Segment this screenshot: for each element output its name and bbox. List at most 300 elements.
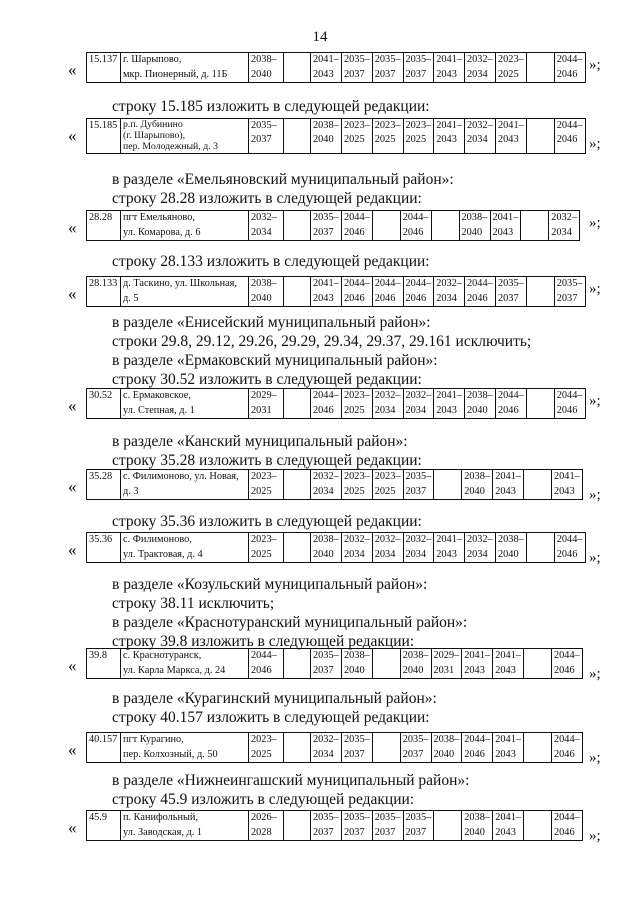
address-cell — [121, 119, 249, 154]
year-value: 2032– — [344, 534, 370, 545]
quote-open: « — [68, 477, 77, 496]
year-value: 2025 — [374, 485, 396, 497]
year-range-cell — [372, 649, 400, 679]
year-range-cell — [403, 119, 434, 154]
year-value: 2046 — [374, 292, 396, 304]
address-cell — [121, 53, 249, 83]
year-value: 2035– — [344, 54, 370, 65]
table-row — [86, 52, 586, 83]
year-value: 2041– — [436, 534, 462, 545]
year-value: 2046 — [498, 404, 519, 416]
year-value: 2025 — [251, 548, 272, 560]
year-range-cell — [372, 211, 400, 241]
year-range-cell — [249, 119, 284, 154]
year-value: 2037 — [251, 134, 272, 145]
year-value: 2040 — [433, 748, 455, 760]
year-value: 2023– — [344, 390, 370, 401]
row-number-cell: 28.28 — [87, 211, 121, 241]
year-range-cell — [496, 389, 527, 419]
year-range-cell — [496, 533, 527, 563]
year-value: 2038– — [313, 534, 339, 545]
year-value: 2025 — [405, 134, 427, 145]
year-range-cell — [342, 389, 373, 419]
quote-close: »; — [589, 57, 601, 73]
year-value: 2034 — [344, 548, 365, 560]
table-row — [86, 532, 586, 563]
address-line: р.п. Дубинино — [123, 119, 183, 130]
year-value: 2035– — [313, 212, 339, 223]
year-value: 2035– — [251, 120, 277, 131]
year-range-cell — [403, 533, 434, 563]
instruction-line: строки 29.8, 29.12, 29.26, 29.29, 29.34, 29.37, 29.161 исключить; — [112, 333, 532, 350]
table-row — [86, 388, 586, 419]
year-value: 2043 — [313, 68, 334, 80]
year-value: 2044– — [344, 278, 370, 289]
quote-open: « — [68, 284, 77, 303]
year-value: 2040 — [344, 664, 365, 676]
address-line: мкр. Пионерный, д. 11Б — [123, 68, 228, 80]
quote-close: »; — [589, 828, 601, 844]
table-row — [86, 118, 586, 154]
table-row-block — [0, 469, 640, 501]
year-range-cell — [372, 277, 403, 307]
address-cell — [121, 533, 249, 563]
year-range-cell — [526, 389, 554, 419]
year-value: 2034 — [467, 134, 488, 145]
instruction-line: строку 30.52 изложить в следующей редакции: — [112, 371, 422, 388]
quote-open: « — [68, 126, 77, 145]
year-value: 2037 — [405, 68, 427, 80]
year-value: 2038– — [461, 212, 488, 223]
year-range-cell — [342, 811, 373, 841]
year-range-cell — [493, 811, 524, 841]
year-value: 2035– — [498, 278, 524, 289]
year-range-cell — [490, 211, 521, 241]
year-range-cell — [526, 533, 554, 563]
year-range-cell — [249, 811, 284, 841]
year-value: 2034 — [436, 292, 457, 304]
year-range-cell — [400, 649, 431, 679]
year-range-cell — [434, 277, 465, 307]
year-range-cell — [372, 53, 403, 83]
year-value: 2034 — [313, 485, 334, 497]
year-range-cell — [403, 277, 434, 307]
year-range-cell — [434, 533, 465, 563]
instruction-line: строку 28.28 изложить в следующей редакции: — [112, 190, 422, 207]
year-value: 2034 — [467, 68, 488, 80]
year-value: 2031 — [433, 664, 455, 676]
year-range-cell — [493, 733, 524, 763]
row-number-cell: 28.133 — [87, 277, 121, 307]
quote-close: »; — [589, 215, 601, 231]
year-range-cell — [526, 277, 554, 307]
year-range-cell — [552, 649, 583, 679]
year-value: 2041– — [495, 812, 521, 823]
year-range-cell — [284, 470, 311, 500]
year-value: 2025 — [498, 68, 519, 80]
year-value: 2040 — [402, 664, 424, 676]
year-value: 2038– — [344, 650, 370, 661]
year-value: 2035– — [313, 812, 339, 823]
year-range-cell — [462, 470, 493, 500]
year-range-cell — [311, 533, 342, 563]
year-value: 2040 — [467, 404, 488, 416]
year-range-cell — [431, 211, 459, 241]
year-value: 2023– — [251, 534, 277, 545]
row-number-cell: 15.185 — [87, 119, 121, 154]
instruction-line: в разделе «Краснотуранский муниципальный район»: — [112, 614, 468, 631]
year-value: 2041– — [492, 212, 519, 223]
year-range-cell — [493, 649, 524, 679]
year-range-cell — [311, 470, 342, 500]
year-value: 2043 — [495, 664, 516, 676]
year-value: 2035– — [405, 471, 432, 482]
table-row-block — [0, 648, 640, 680]
page-number: 14 — [312, 29, 328, 45]
year-value: 2037 — [344, 748, 365, 760]
year-value: 2029– — [433, 650, 460, 661]
year-value: 2046 — [405, 292, 427, 304]
year-range-cell — [434, 389, 465, 419]
year-range-cell — [249, 533, 284, 563]
year-value: 2034 — [405, 548, 427, 560]
year-value: 2035– — [374, 812, 401, 823]
year-value: 2044– — [554, 650, 580, 661]
year-value: 2040 — [313, 548, 334, 560]
year-range-cell — [549, 211, 580, 241]
year-value: 2023– — [251, 471, 277, 482]
address-line: пер. Колхозный, д. 50 — [123, 748, 218, 760]
table-row-block — [0, 532, 640, 564]
year-range-cell — [552, 733, 583, 763]
row-number-cell: 35.28 — [87, 470, 121, 500]
year-range-cell — [524, 649, 552, 679]
year-range-cell — [554, 53, 585, 83]
year-range-cell — [552, 811, 583, 841]
year-range-cell — [342, 119, 373, 154]
address-line: д. 3 — [123, 485, 139, 497]
year-range-cell — [372, 119, 403, 154]
year-range-cell — [431, 649, 462, 679]
instruction-line: строку 39.8 изложить в следующей редакции: — [112, 633, 415, 650]
year-range-cell — [496, 53, 527, 83]
year-value: 2032– — [374, 390, 401, 401]
year-range-cell — [400, 211, 431, 241]
instruction-line: в разделе «Енисейский муниципальный район»: — [112, 314, 431, 331]
year-range-cell — [284, 811, 311, 841]
year-value: 2023– — [344, 471, 370, 482]
year-range-cell — [372, 811, 403, 841]
year-range-cell — [249, 733, 284, 763]
year-value: 2035– — [313, 650, 339, 661]
instruction-line: в разделе «Козульский муниципальный район»: — [112, 576, 428, 593]
year-range-cell — [311, 389, 342, 419]
year-value: 2043 — [495, 826, 516, 838]
year-value: 2040 — [464, 485, 485, 497]
address-line: с. Ермаковское, — [123, 390, 191, 401]
year-value: 2041– — [313, 278, 339, 289]
row-number-cell: 40.157 — [87, 733, 121, 763]
year-value: 2041– — [436, 54, 462, 65]
year-value: 2043 — [492, 226, 514, 238]
year-value: 2040 — [498, 548, 519, 560]
address-line: пер. Молодежный, д. 3 — [123, 141, 218, 152]
instruction-line: в разделе «Нижнеингашский муниципальный район»: — [112, 772, 470, 789]
year-range-cell — [496, 119, 527, 154]
year-value: 2038– — [313, 120, 339, 131]
table-row — [86, 469, 583, 500]
year-value: 2040 — [461, 226, 483, 238]
year-value: 2032– — [551, 212, 577, 223]
year-range-cell — [462, 811, 493, 841]
year-value: 2043 — [313, 292, 334, 304]
quote-open: « — [68, 218, 77, 237]
address-line: д. 5 — [123, 292, 139, 304]
address-cell — [121, 470, 249, 500]
year-value: 2041– — [495, 650, 521, 661]
year-value: 2041– — [436, 120, 462, 131]
quote-open: « — [68, 740, 77, 759]
year-range-cell — [284, 389, 311, 419]
year-value: 2034 — [467, 548, 488, 560]
year-value: 2041– — [498, 120, 524, 131]
year-value: 2032– — [467, 534, 493, 545]
year-value: 2032– — [467, 120, 493, 131]
year-range-cell — [342, 53, 373, 83]
year-value: 2038– — [498, 534, 524, 545]
year-value: 2046 — [344, 226, 365, 238]
instruction-line: строку 45.9 изложить в следующей редакции: — [112, 791, 415, 808]
year-range-cell — [372, 533, 403, 563]
year-value: 2032– — [436, 278, 462, 289]
year-value: 2041– — [495, 471, 521, 482]
address-line: пгт Курагино, — [123, 734, 184, 745]
year-value: 2023– — [374, 471, 401, 482]
instruction-line: в разделе «Канский муниципальный район»: — [112, 433, 408, 450]
year-value: 2023– — [405, 120, 432, 131]
year-value: 2037 — [313, 226, 334, 238]
table-row-block — [0, 810, 640, 842]
year-value: 2035– — [402, 734, 429, 745]
table-row-block — [0, 210, 640, 242]
year-value: 2032– — [467, 54, 493, 65]
year-value: 2044– — [554, 734, 580, 745]
year-value: 2046 — [554, 748, 575, 760]
year-range-cell — [249, 53, 284, 83]
year-value: 2046 — [402, 226, 424, 238]
address-line: ул. Степная, д. 1 — [123, 404, 195, 416]
year-value: 2023– — [344, 120, 370, 131]
year-value: 2037 — [313, 826, 334, 838]
row-number-cell: 45.9 — [87, 811, 121, 841]
year-value: 2035– — [556, 278, 583, 289]
year-value: 2034 — [251, 226, 272, 238]
year-value: 2032– — [313, 734, 339, 745]
instruction-line: строку 35.28 изложить в следующей редакции: — [112, 452, 422, 469]
year-range-cell — [554, 119, 585, 154]
quote-open: « — [68, 540, 77, 559]
year-value: 2044– — [374, 278, 401, 289]
table-row — [86, 648, 583, 679]
year-value: 2046 — [554, 664, 575, 676]
year-value: 2043 — [498, 134, 519, 145]
year-value: 2023– — [498, 54, 524, 65]
year-value: 2046 — [556, 134, 578, 145]
year-value: 2040 — [251, 68, 272, 80]
year-value: 2035– — [374, 54, 401, 65]
year-range-cell — [284, 211, 311, 241]
address-cell — [121, 277, 249, 307]
year-range-cell — [284, 277, 311, 307]
year-value: 2025 — [344, 404, 365, 416]
instruction-line: строку 40.157 изложить в следующей редакции: — [112, 709, 430, 726]
year-range-cell — [459, 211, 490, 241]
year-value: 2044– — [402, 212, 429, 223]
table-row-block — [0, 52, 640, 84]
year-value: 2044– — [313, 390, 339, 401]
quote-close: »; — [589, 136, 601, 152]
year-value: 2037 — [344, 826, 365, 838]
year-value: 2035– — [405, 812, 432, 823]
quote-close: »; — [589, 281, 601, 297]
year-value: 2046 — [313, 404, 334, 416]
year-range-cell — [311, 733, 342, 763]
year-range-cell — [465, 533, 496, 563]
quote-close: »; — [589, 666, 601, 682]
year-range-cell — [311, 277, 342, 307]
address-line: с. Филимоново, — [123, 534, 192, 545]
year-value: 2044– — [464, 734, 490, 745]
table-row — [86, 732, 583, 763]
year-value: 2046 — [556, 548, 578, 560]
year-range-cell — [465, 277, 496, 307]
year-range-cell — [493, 470, 524, 500]
address-line: д. Таскино, ул. Школьная, — [123, 278, 237, 289]
year-range-cell — [284, 533, 311, 563]
year-value: 2043 — [495, 485, 516, 497]
year-value: 2025 — [344, 485, 365, 497]
address-line: с. Филимоново, ул. Новая, — [123, 471, 239, 482]
year-range-cell — [496, 277, 527, 307]
year-range-cell — [524, 470, 552, 500]
year-value: 2037 — [313, 664, 334, 676]
quote-close: »; — [589, 750, 601, 766]
address-line: ул. Трактовая, д. 4 — [123, 548, 203, 560]
quote-close: »; — [589, 550, 601, 566]
quote-open: « — [68, 656, 77, 675]
instruction-line: в разделе «Курагинский муниципальный район»: — [112, 690, 437, 707]
year-value: 2032– — [251, 212, 277, 223]
address-line: пгт Емельяново, — [123, 212, 195, 223]
year-value: 2037 — [374, 68, 396, 80]
year-range-cell — [249, 211, 284, 241]
year-value: 2041– — [313, 54, 339, 65]
quote-close: »; — [589, 393, 601, 409]
year-value: 2034 — [374, 548, 396, 560]
year-range-cell — [554, 533, 585, 563]
table-row-block — [0, 118, 640, 150]
row-number-cell: 15.137 — [87, 53, 121, 83]
year-range-cell — [249, 649, 284, 679]
address-line: (г. Шарыпово), — [123, 130, 186, 141]
year-range-cell — [524, 733, 552, 763]
address-line: с. Краснотуранск, — [123, 650, 202, 661]
year-range-cell — [372, 733, 400, 763]
address-line: п. Канифольный, — [123, 812, 199, 823]
year-range-cell — [342, 211, 373, 241]
address-line: ул. Карла Маркса, д. 24 — [123, 664, 226, 676]
year-value: 2034 — [405, 404, 427, 416]
year-range-cell — [311, 119, 342, 154]
year-range-cell — [403, 470, 434, 500]
year-value: 2038– — [467, 390, 493, 401]
address-line: ул. Заводская, д. 1 — [123, 826, 203, 838]
year-range-cell — [465, 53, 496, 83]
year-value: 2025 — [251, 485, 272, 497]
year-range-cell — [403, 389, 434, 419]
year-value: 2041– — [495, 734, 521, 745]
table-row-block — [0, 388, 640, 420]
year-range-cell — [284, 649, 311, 679]
year-value: 2044– — [251, 650, 277, 661]
year-value: 2035– — [344, 812, 370, 823]
instruction-line: строку 35.36 изложить в следующей редакции: — [112, 513, 422, 530]
year-range-cell — [526, 119, 554, 154]
year-value: 2046 — [467, 292, 488, 304]
year-value: 2041– — [436, 390, 462, 401]
year-value: 2043 — [436, 68, 457, 80]
year-value: 2046 — [554, 826, 575, 838]
year-range-cell — [524, 811, 552, 841]
year-range-cell — [400, 733, 431, 763]
year-range-cell — [249, 470, 284, 500]
year-range-cell — [554, 389, 585, 419]
year-value: 2037 — [498, 292, 519, 304]
year-value: 2044– — [405, 278, 432, 289]
quote-open: « — [68, 60, 77, 79]
year-range-cell — [249, 277, 284, 307]
quote-close: »; — [589, 487, 601, 503]
year-range-cell — [462, 733, 493, 763]
year-range-cell — [465, 389, 496, 419]
year-value: 2043 — [436, 134, 457, 145]
year-value: 2032– — [313, 471, 339, 482]
year-range-cell — [526, 53, 554, 83]
year-value: 2028 — [251, 826, 272, 838]
year-value: 2035– — [405, 54, 432, 65]
year-value: 2038– — [251, 54, 277, 65]
year-value: 2037 — [344, 68, 365, 80]
year-value: 2025 — [374, 134, 396, 145]
year-value: 2040 — [313, 134, 334, 145]
quote-open: « — [68, 396, 77, 415]
year-range-cell — [311, 211, 342, 241]
year-value: 2044– — [467, 278, 493, 289]
year-range-cell — [284, 119, 311, 154]
year-range-cell — [342, 470, 373, 500]
year-value: 2044– — [554, 812, 580, 823]
address-cell — [121, 211, 249, 241]
year-value: 2046 — [464, 748, 485, 760]
table-row — [86, 210, 580, 241]
row-number-cell: 39.8 — [87, 649, 121, 679]
year-value: 2044– — [556, 54, 583, 65]
address-cell — [121, 389, 249, 419]
address-cell — [121, 733, 249, 763]
year-range-cell — [311, 649, 342, 679]
year-range-cell — [465, 119, 496, 154]
year-value: 2029– — [251, 390, 277, 401]
